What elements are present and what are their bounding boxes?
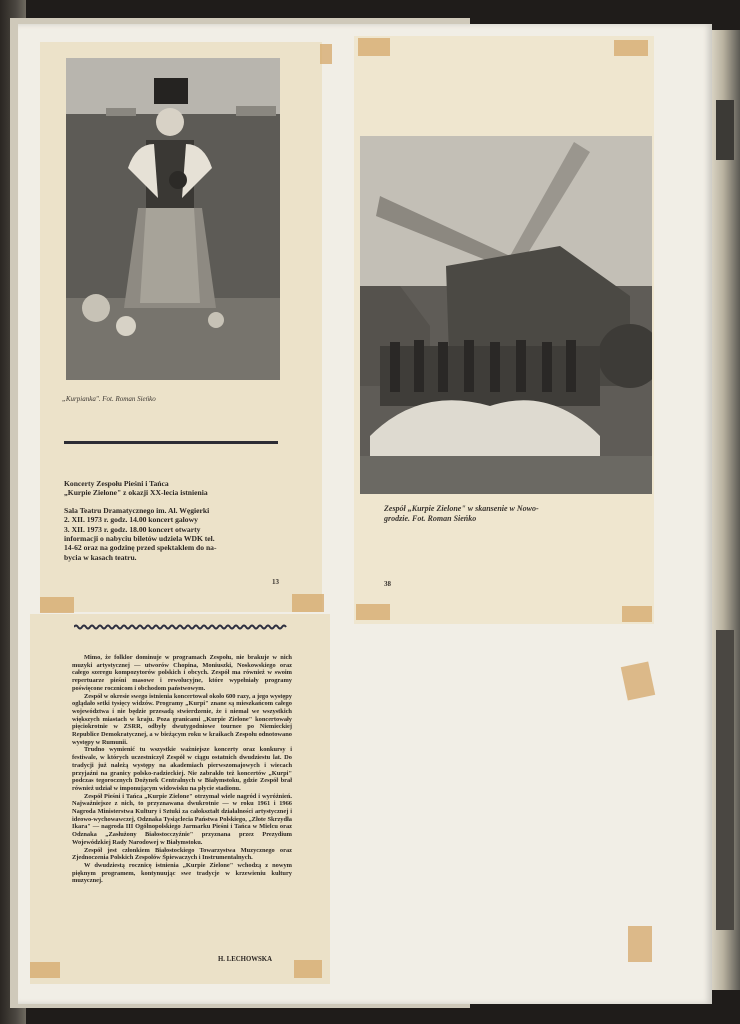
article-paragraph: Zespół jest członkiem Białostockiego Towarzystwa Muzycznego oraz Zjednoczenia Polskich Zespołów Śpiewaczych i Instrumentalnych. xyxy=(72,846,292,862)
caption-line: grodzie. Fot. Roman Sieńko xyxy=(384,514,477,523)
article-paragraph: Mimo, że folklor dominuje w programach Zespołu, nie brakuje w nich muzyki artystycznej — utworów Chopina, Moniuszki, Noskowskiego oraz całego szeregu kompozytorów polskich i obcych. Zespół ma również w swoim repertuarze pieśni masowe i rewolucyjne, które wypełniały programy poświęcone rocznicom i obchodom państwowym. xyxy=(72,654,292,692)
caption-line: Zespół „Kurpie Zielone" w skansenie w Nowo- xyxy=(384,504,539,513)
notice-detail-line: 2. XII. 1973 r. godz. 14.00 koncert galowy xyxy=(64,515,198,525)
decorative-wavy-rule xyxy=(74,624,288,630)
adhesive-tape xyxy=(614,40,648,56)
photo-kurpianka xyxy=(66,58,280,380)
article-paragraph: Zespół Pieśni i Tańca „Kurpie Zielone" otrzymał wiele nagród i wyróżnień. Najważniejsze z nich, to przyznawana dwukrotnie — w roku 1961 i 1966 Nagroda Ministerstwa Kultury i Sztuki za całokształt działalności artystycznej i ideowo-wychowawczej, Odznaka Tysiąclecia Państwa Polskiego, „Złote Skrzydła Ikara" — nagroda III Ogólnopolskiego Jarmarku Pieśni i Tańca w Mielcu oraz Odznaka „Zasłużony Białostocczyźnie" przyznana przez Prezydium Wojewódzkiej Rady Narodowej w Białymstoku. xyxy=(72,792,292,846)
clipping-kurpianka xyxy=(40,42,322,612)
concert-notice xyxy=(64,479,294,570)
clipping-article xyxy=(30,614,330,984)
adhesive-tape xyxy=(40,597,74,613)
edge-strip xyxy=(716,100,734,160)
notice-detail-line: 14-62 oraz na godzinę przed spektaklem do na- xyxy=(64,543,217,553)
article-author: H. LECHOWSKA xyxy=(218,956,273,963)
adhesive-tape xyxy=(356,604,390,620)
photo-windmill-group xyxy=(360,136,652,494)
article-body xyxy=(72,654,292,885)
notice-detail-line: bycia w kasach teatru. xyxy=(64,552,137,562)
adhesive-tape xyxy=(320,44,332,64)
adhesive-tape xyxy=(628,926,652,962)
notice-heading-line: Koncerty Zespołu Pieśni i Tańca xyxy=(64,479,169,488)
adhesive-tape xyxy=(622,606,652,622)
edge-strip xyxy=(716,630,734,930)
photo-caption xyxy=(384,504,624,524)
article-paragraph: W dwudziestą rocznicę istnienia „Kurpie Zielone" wchodzą z nowym pięknym programem, kontynuując swe tradycje w krzewieniu kultury muzycznej. xyxy=(72,861,292,885)
notice-detail-line: informacji o nabyciu biletów udziela WDK tel. xyxy=(64,534,215,544)
separator-rule xyxy=(64,441,278,444)
notice-heading-line: „Kurpie Zielone" z okazji XX-lecia istnienia xyxy=(64,488,208,498)
article-paragraph: Trudno wymienić tu wszystkie ważniejsze koncerty oraz konkursy i festiwale, w których uczestniczył Zespół w ciągu ostatnich dwudziestu lat. Do tradycji już należą występy na akademiach pierwszomajowych i wiecach przyjaźni na granicy polsko-radzieckiej. Nie zabrakło też koncertów „Kurpi" podczas tegorocznych Dożynek Centralnych w Białymstoku, gdzie Zespół brał również udział w imponującym widowisku na płycie stadionu. xyxy=(72,746,292,792)
photo-caption: „Kurpianka". Fot. Roman Sieńko xyxy=(62,395,156,403)
page-number: 38 xyxy=(384,580,391,588)
adhesive-tape xyxy=(30,962,60,978)
notice-detail-line: 3. XII. 1973 r. godz. 18.00 koncert otwarty xyxy=(64,524,201,534)
article-paragraph: Zespół w okresie swego istnienia koncertował około 600 razy, a jego występy oglądało setki tysięcy widzów. Programy „Kurpi" znane są mieszkańcom całego województwa i nie będzie przesadą stwierdzenie, że i niemal we wszystkich większych miastach w kraju. Poza granicami „Kurpie Zielone" koncertowały pięciokrotnie w ZSRR, odbyły dwutygodniowe tournee po Niemieckiej Republice Demokratycznej, a w bieżącym roku w kraikach Zespołu odnotowano występy w Rumunii. xyxy=(72,692,292,746)
notice-detail-line: Sala Teatru Dramatycznego im. Al. Węgierki xyxy=(64,505,210,515)
page-number: 13 xyxy=(272,578,279,586)
adhesive-tape xyxy=(358,38,390,56)
adhesive-tape xyxy=(292,594,324,612)
clipping-windmill xyxy=(354,36,654,624)
adhesive-tape xyxy=(294,960,322,978)
